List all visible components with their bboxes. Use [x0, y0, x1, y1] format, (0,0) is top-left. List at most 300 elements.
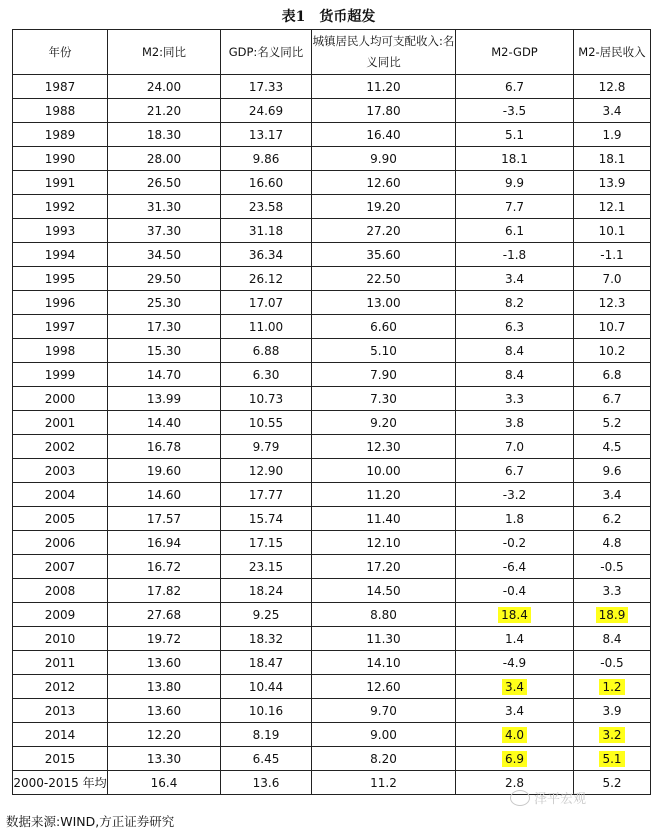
table-row: [13, 699, 651, 723]
cell-gdp-value: 6.30: [252, 367, 280, 382]
cell-year: [13, 99, 108, 123]
cell-gdp: [221, 627, 312, 651]
cell-m2: [108, 675, 221, 699]
cell-m2: [108, 483, 221, 507]
table-row: [13, 267, 651, 291]
cell-m2-gdp: [456, 603, 574, 627]
cell-gdp-value: 10.55: [248, 415, 284, 430]
cell-m2: [108, 291, 221, 315]
header-year: 年份: [13, 30, 108, 75]
cell-income: [312, 675, 456, 699]
cell-m2-gdp: [456, 555, 574, 579]
cell-year-value: 1993: [44, 223, 76, 238]
cell-year-value: 1998: [44, 343, 76, 358]
cell-gdp: [221, 267, 312, 291]
cell-income-value: 12.60: [366, 679, 401, 694]
cell-m2-value: 14.60: [146, 487, 182, 502]
cell-m2-income-value: 5.2: [602, 415, 622, 430]
cell-gdp: [221, 75, 312, 99]
table-title: 表1 货币超发: [281, 9, 376, 25]
cell-year: [13, 339, 108, 363]
cell-gdp: [221, 243, 312, 267]
cell-income-value: 9.70: [370, 703, 397, 718]
cell-income-value: 8.80: [370, 607, 397, 622]
cell-year-value: 1987: [44, 79, 76, 94]
cell-m2-value: 17.57: [146, 511, 182, 526]
cell-income: [312, 603, 456, 627]
cell-m2-income-value: 9.6: [602, 463, 622, 478]
cell-m2-income: [574, 291, 651, 315]
cell-income-value: 10.00: [366, 463, 401, 478]
cell-gdp: [221, 171, 312, 195]
cell-m2-income-value: 3.4: [602, 487, 622, 502]
cell-income: [312, 435, 456, 459]
table-row: [13, 387, 651, 411]
cell-m2-value: 13.80: [146, 679, 182, 694]
cell-m2-gdp: [456, 147, 574, 171]
cell-m2-gdp: [456, 387, 574, 411]
table-row: [13, 291, 651, 315]
cell-income-value: 11.20: [366, 487, 401, 502]
cell-m2-income: [574, 387, 651, 411]
cell-year: [13, 747, 108, 771]
cell-m2-value: 15.30: [146, 343, 182, 358]
cell-gdp-value: 13.6: [252, 775, 280, 790]
cell-gdp-value: 11.00: [248, 319, 284, 334]
cell-gdp: [221, 411, 312, 435]
cell-year: [13, 171, 108, 195]
cell-m2-gdp: [456, 411, 574, 435]
table-row: [13, 603, 651, 627]
cell-year: [13, 387, 108, 411]
cell-m2: [108, 771, 221, 795]
cell-m2-gdp-value: -6.4: [502, 559, 527, 574]
cell-m2-gdp-value: 3.4: [504, 703, 525, 718]
cell-m2-income-value: -0.5: [600, 559, 624, 574]
cell-year: [13, 507, 108, 531]
cell-m2-income: [574, 147, 651, 171]
cell-m2-gdp: [456, 339, 574, 363]
cell-income-value: 7.90: [370, 367, 397, 382]
cell-income: [312, 267, 456, 291]
table-row: [13, 723, 651, 747]
cell-income-value: 6.60: [370, 319, 397, 334]
table-row: [13, 75, 651, 99]
money-supply-table: [12, 29, 651, 795]
cell-gdp-value: 15.74: [248, 511, 284, 526]
cell-income-value: 14.50: [366, 583, 401, 598]
cell-m2-income: [574, 339, 651, 363]
cell-m2-income: [574, 195, 651, 219]
cell-m2-income: [574, 363, 651, 387]
cell-year: [13, 435, 108, 459]
table-row: [13, 747, 651, 771]
cell-m2-income: [574, 483, 651, 507]
cell-m2-value: 24.00: [146, 79, 182, 94]
cell-m2-gdp: [456, 747, 574, 771]
cell-year: [13, 531, 108, 555]
cell-m2-income-value: 12.3: [598, 295, 626, 310]
header-m2-income: M2-居民收入: [574, 30, 651, 75]
table-row: [13, 555, 651, 579]
cell-m2-income-value: 3.9: [602, 703, 622, 718]
cell-m2-income: [574, 411, 651, 435]
cell-income-value: 8.20: [370, 751, 397, 766]
table-row: [13, 411, 651, 435]
cell-gdp: [221, 651, 312, 675]
table-row: [13, 195, 651, 219]
cell-income: [312, 195, 456, 219]
cell-gdp-value: 26.12: [248, 271, 284, 286]
cell-m2-income: [574, 219, 651, 243]
cell-income-value: 12.60: [366, 175, 401, 190]
cell-m2-value: 17.82: [146, 583, 182, 598]
cell-gdp-value: 17.77: [248, 487, 284, 502]
cell-m2-value: 19.72: [146, 631, 182, 646]
cell-m2-income-value: 8.4: [602, 631, 622, 646]
cell-year-value: 2008: [44, 583, 76, 598]
cell-year: [13, 291, 108, 315]
cell-year-value: 1996: [44, 295, 76, 310]
cell-income: [312, 291, 456, 315]
cell-gdp-value: 24.69: [248, 103, 284, 118]
cell-year-value: 1992: [44, 199, 76, 214]
cell-m2-value: 21.20: [146, 103, 182, 118]
cell-m2-income-value: 7.0: [602, 271, 622, 286]
cell-m2-value: 26.50: [146, 175, 182, 190]
cell-m2: [108, 75, 221, 99]
cell-m2-gdp: [456, 675, 574, 699]
cell-m2: [108, 747, 221, 771]
cell-m2-gdp-value: 4.0: [502, 727, 527, 743]
cell-m2-gdp-value: -3.2: [502, 487, 527, 502]
cell-income: [312, 747, 456, 771]
cell-m2-gdp-value: 7.7: [504, 199, 525, 214]
table-row: [13, 675, 651, 699]
cell-income-value: 13.00: [366, 295, 401, 310]
cell-m2-gdp: [456, 99, 574, 123]
cell-m2-value: 16.78: [146, 439, 182, 454]
cell-gdp-value: 9.25: [252, 607, 280, 622]
cell-income-value: 14.10: [366, 655, 401, 670]
cell-m2-income: [574, 507, 651, 531]
cell-m2-gdp: [456, 267, 574, 291]
cell-year-value: 1997: [44, 319, 76, 334]
cell-m2: [108, 507, 221, 531]
cell-m2-value: 17.30: [146, 319, 182, 334]
cell-year-value: 2012: [44, 679, 76, 694]
cell-year-value: 2010: [44, 631, 76, 646]
cell-m2-gdp: [456, 483, 574, 507]
cell-year: [13, 555, 108, 579]
cell-income-value: 7.30: [370, 391, 397, 406]
cell-gdp-value: 8.19: [252, 727, 280, 742]
table-body: [13, 75, 651, 795]
cell-year-value: 2009: [44, 607, 76, 622]
data-source-note: 数据来源:WIND,方正证券研究: [6, 814, 175, 829]
cell-m2-value: 16.4: [150, 775, 178, 790]
cell-gdp-value: 17.07: [248, 295, 284, 310]
cell-year: [13, 123, 108, 147]
cell-income-value: 16.40: [366, 127, 401, 142]
cell-m2-gdp: [456, 123, 574, 147]
cell-m2-income-value: 6.2: [602, 511, 622, 526]
cell-year: [13, 699, 108, 723]
cell-gdp: [221, 555, 312, 579]
table-row: [13, 579, 651, 603]
cell-gdp: [221, 579, 312, 603]
cell-gdp: [221, 123, 312, 147]
cell-income-value: 9.00: [370, 727, 397, 742]
table-row: [13, 243, 651, 267]
cell-income: [312, 339, 456, 363]
cell-m2-gdp-value: 2.8: [504, 775, 525, 790]
cell-m2-income: [574, 267, 651, 291]
cell-m2-gdp-value: 6.3: [504, 319, 525, 334]
cell-m2-gdp-value: -0.4: [502, 583, 527, 598]
cell-income: [312, 147, 456, 171]
cell-year-value: 2013: [44, 703, 76, 718]
cell-m2-gdp-value: 3.4: [504, 271, 525, 286]
cell-year-value: 2000: [44, 391, 76, 406]
cell-m2-gdp-value: 6.7: [504, 79, 525, 94]
cell-year: [13, 315, 108, 339]
cell-income: [312, 555, 456, 579]
cell-gdp: [221, 531, 312, 555]
cell-m2-gdp-value: 9.9: [504, 175, 525, 190]
cell-m2-gdp: [456, 315, 574, 339]
cell-gdp-value: 9.79: [252, 439, 280, 454]
cell-m2-value: 14.70: [146, 367, 182, 382]
cell-m2-income-value: 3.2: [599, 727, 624, 743]
cell-m2-gdp-value: 6.9: [502, 751, 527, 767]
cell-m2-income-value: 6.8: [602, 367, 622, 382]
cell-m2-income: [574, 531, 651, 555]
cell-m2-value: 19.60: [146, 463, 182, 478]
cell-year-value: 1999: [44, 367, 76, 382]
cell-year: [13, 243, 108, 267]
cell-year-value: 2005: [44, 511, 76, 526]
cell-year-value: 2000-2015 年均: [13, 775, 107, 790]
cell-m2-value: 29.50: [146, 271, 182, 286]
cell-year-value: 2004: [44, 487, 76, 502]
cell-income: [312, 627, 456, 651]
cell-m2-gdp: [456, 75, 574, 99]
cell-year: [13, 603, 108, 627]
cell-m2-income-value: 1.2: [599, 679, 624, 695]
cell-gdp-value: 18.24: [248, 583, 284, 598]
table-row: [13, 171, 651, 195]
cell-gdp: [221, 195, 312, 219]
cell-m2-gdp-value: -4.9: [502, 655, 527, 670]
cell-m2-income-value: 6.7: [602, 391, 622, 406]
cell-income-value: 27.20: [366, 223, 401, 238]
cell-m2-income-value: 3.4: [602, 103, 622, 118]
watermark-text: 泽平宏观: [534, 792, 587, 807]
cell-year: [13, 627, 108, 651]
cell-m2-income: [574, 747, 651, 771]
cell-income: [312, 219, 456, 243]
cell-m2-income: [574, 627, 651, 651]
cell-m2-income-value: 18.1: [598, 151, 626, 166]
cell-gdp-value: 12.90: [248, 463, 284, 478]
cell-income-value: 11.20: [366, 79, 401, 94]
cell-year-value: 2003: [44, 463, 76, 478]
cell-year: [13, 195, 108, 219]
cell-m2-income: [574, 603, 651, 627]
cell-year-value: 1988: [44, 103, 76, 118]
cell-m2-value: 13.60: [146, 703, 182, 718]
cell-m2-income: [574, 435, 651, 459]
cell-m2-income-value: 12.8: [598, 79, 626, 94]
cell-m2-gdp-value: 5.1: [504, 127, 525, 142]
cell-year: [13, 147, 108, 171]
cell-gdp-value: 18.32: [248, 631, 284, 646]
cell-m2-income-value: 4.5: [602, 439, 622, 454]
cell-income-value: 17.80: [366, 103, 401, 118]
cell-gdp: [221, 315, 312, 339]
cell-m2-gdp-value: 3.3: [504, 391, 525, 406]
cell-gdp: [221, 435, 312, 459]
cell-m2-gdp-value: 6.7: [504, 463, 525, 478]
cell-year: [13, 483, 108, 507]
header-income: 城镇居民人均可支配收入:名义同比: [312, 30, 456, 75]
cell-m2-income-value: 4.8: [602, 535, 622, 550]
table-row: [13, 147, 651, 171]
cell-m2-gdp-value: 8.4: [504, 343, 525, 358]
cell-m2-gdp: [456, 219, 574, 243]
table-row: [13, 123, 651, 147]
cell-year: [13, 459, 108, 483]
cell-gdp-value: 16.60: [248, 175, 284, 190]
cell-income-value: 11.2: [370, 775, 397, 790]
cell-m2-value: 13.60: [146, 655, 182, 670]
table-row: [13, 315, 651, 339]
cell-gdp: [221, 603, 312, 627]
cell-income: [312, 123, 456, 147]
cell-year: [13, 363, 108, 387]
cell-income: [312, 171, 456, 195]
cell-gdp: [221, 363, 312, 387]
table-row: [13, 627, 651, 651]
cell-gdp-value: 10.16: [248, 703, 284, 718]
cell-gdp-value: 23.58: [248, 199, 284, 214]
cell-m2-value: 28.00: [146, 151, 182, 166]
table-row: [13, 483, 651, 507]
cell-income: [312, 387, 456, 411]
cell-m2-income-value: 10.2: [598, 343, 626, 358]
cell-m2-gdp: [456, 291, 574, 315]
cell-m2: [108, 219, 221, 243]
cell-income-value: 17.20: [366, 559, 401, 574]
cell-m2-value: 16.94: [146, 535, 182, 550]
cell-year: [13, 411, 108, 435]
cell-m2-gdp-value: 8.4: [504, 367, 525, 382]
cell-m2: [108, 603, 221, 627]
cell-year-value: 1991: [44, 175, 76, 190]
cell-m2-value: 13.99: [146, 391, 182, 406]
cell-income-value: 9.20: [370, 415, 397, 430]
cell-m2-gdp-value: 3.4: [502, 679, 527, 695]
cell-gdp-value: 10.73: [248, 391, 284, 406]
cell-income: [312, 243, 456, 267]
cell-gdp: [221, 771, 312, 795]
cell-year-value: 2007: [44, 559, 76, 574]
cell-year-value: 1995: [44, 271, 76, 286]
cell-m2-gdp-value: -0.2: [502, 535, 527, 550]
cell-year-value: 2015: [44, 751, 76, 766]
cell-year: [13, 267, 108, 291]
cell-gdp-value: 17.15: [248, 535, 284, 550]
cell-income: [312, 459, 456, 483]
cell-m2-gdp-value: 18.4: [498, 607, 531, 623]
cell-income: [312, 315, 456, 339]
cell-year-value: 2002: [44, 439, 76, 454]
cell-gdp: [221, 219, 312, 243]
cell-m2-income: [574, 651, 651, 675]
cell-income-value: 22.50: [366, 271, 401, 286]
cell-gdp: [221, 699, 312, 723]
cell-income: [312, 99, 456, 123]
cell-m2-income: [574, 171, 651, 195]
cell-m2: [108, 147, 221, 171]
cell-m2-income: [574, 315, 651, 339]
header-m2: M2:同比: [108, 30, 221, 75]
table-row: [13, 531, 651, 555]
cell-m2-gdp: [456, 459, 574, 483]
cell-m2-income: [574, 459, 651, 483]
cell-m2: [108, 99, 221, 123]
cell-m2: [108, 435, 221, 459]
cell-year: [13, 651, 108, 675]
cell-m2: [108, 555, 221, 579]
table-header-row: [13, 30, 651, 75]
cell-m2-gdp: [456, 627, 574, 651]
header-gdp: GDP:名义同比: [221, 30, 312, 75]
cell-income: [312, 651, 456, 675]
cell-year: [13, 675, 108, 699]
table-row: [13, 507, 651, 531]
cell-income-value: 12.30: [366, 439, 401, 454]
cell-income: [312, 579, 456, 603]
cell-m2-value: 37.30: [146, 223, 182, 238]
cell-m2-income-value: 13.9: [598, 175, 626, 190]
cell-gdp-value: 6.88: [252, 343, 280, 358]
cell-income-value: 19.20: [366, 199, 401, 214]
cell-gdp-value: 10.44: [248, 679, 284, 694]
cell-m2-gdp: [456, 171, 574, 195]
cell-income-value: 9.90: [370, 151, 397, 166]
cell-m2: [108, 579, 221, 603]
table-row: [13, 459, 651, 483]
cell-m2-income: [574, 675, 651, 699]
cell-gdp: [221, 723, 312, 747]
cell-year: [13, 723, 108, 747]
cell-m2-income-value: 10.7: [598, 319, 626, 334]
cell-m2-gdp-value: 6.1: [504, 223, 525, 238]
cell-gdp: [221, 339, 312, 363]
cell-income: [312, 723, 456, 747]
table-row: [13, 219, 651, 243]
cell-m2-income-value: 5.1: [599, 751, 624, 767]
cell-m2: [108, 243, 221, 267]
cell-m2-income-value: 5.2: [602, 775, 622, 790]
cell-m2-income-value: 18.9: [596, 607, 629, 623]
cell-income: [312, 411, 456, 435]
watermark: [510, 788, 586, 807]
cell-m2-value: 16.72: [146, 559, 182, 574]
cell-gdp: [221, 483, 312, 507]
